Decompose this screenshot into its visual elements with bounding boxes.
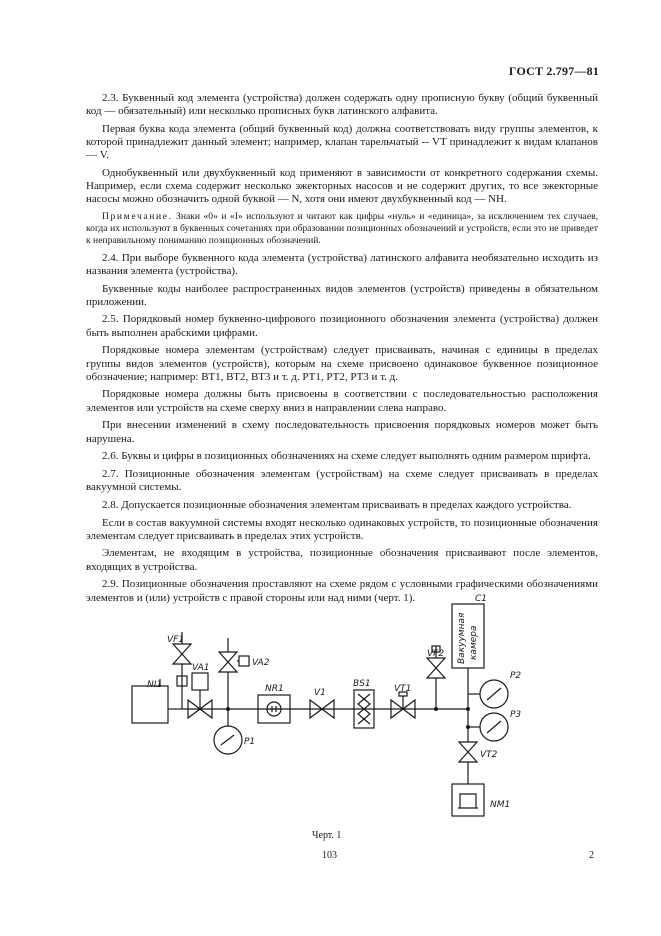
pump-ni1 [132, 686, 168, 723]
document-body [86, 92, 598, 609]
paragraph: Элементам, не входящим в устройства, позиционные обозначения присваивают после элементов, входящих в устройства. [86, 547, 598, 573]
va2-actuator [239, 656, 249, 666]
paragraph: Первая буква кода элемента (общий буквенный код) должна соответствовать виду группы элементов, к которой принадлежит данный элемент; например, клапан тарельчатый -- VT принадлежит к видам клапанов — V. [86, 122, 598, 162]
paragraph: 2.3. Буквенный код элемента (устройства) должен содержать одну прописную букву (общий буквенный код — обязательный) или несколько прописных букв латинского алфавита. [86, 92, 598, 118]
label-vt2: VT2 [480, 750, 498, 760]
junction [226, 707, 230, 711]
paragraph: 2.4. При выборе буквенного кода элемента (устройства) латинского алфавита необязательно исходить из названия элемента (устройства). [86, 251, 598, 277]
standard-header: ГОСТ 2.797—81 [508, 64, 599, 78]
label-p1: P1 [244, 737, 256, 747]
paragraph: Порядковые номера должны быть присвоены в соответствии с последовательностью расположения элементов или устройств на схеме сверху вниз в направлении слева направо. [86, 388, 598, 414]
note [86, 211, 598, 247]
sheet-number: 2 [589, 850, 594, 861]
label-nm1: NM1 [490, 800, 511, 810]
valve-vt2 [459, 742, 477, 762]
paragraph: 2.7. Позиционные обозначения элементам (устройствам) на схеме следует присваивать в пределах вакуумной системы. [86, 467, 598, 494]
page-number: 103 [322, 850, 337, 861]
paragraph: При внесении изменений в схему последовательность присвоения порядковых номеров может быть нарушена. [86, 419, 598, 445]
pump-nm1 [452, 784, 484, 816]
paragraph: 2.6. Буквы и цифры в позиционных обозначениях на схеме следует выполнять одним размером шрифта. [102, 450, 591, 463]
label-vf1: VF1 [167, 635, 185, 645]
label-vt1: VT1 [394, 684, 412, 694]
label-v1: V1 [314, 688, 326, 698]
label-nr1: NR1 [265, 684, 284, 694]
valve-vf2 [427, 658, 445, 678]
paragraph: Порядковые номера элементам (устройствам) следует присваивать, начиная с единицы в пределах группы видов элементов (устройств), которым на схеме присвоено одинаковое буквенное позиционное обозначение; например: ВТ1, ВТ2, ВТ3 и т. д. РТ1, РТ2, РТ3 и т. д. [86, 344, 598, 383]
label-c1: C1 [475, 594, 488, 604]
junction [466, 725, 470, 729]
label-bs1: BS1 [353, 679, 371, 689]
figure-caption: Черт. 1 [312, 830, 342, 841]
label-p3: P3 [510, 710, 522, 720]
valve-vf1 [173, 644, 191, 664]
junction [466, 707, 470, 711]
valve-va2 [219, 652, 237, 672]
vacuum-scheme-diagram [100, 594, 540, 830]
label-chamber-line1: Вакуумная [457, 612, 467, 664]
label-nl1: NI1 [147, 680, 163, 690]
label-vf2: VF2 [427, 649, 445, 659]
paragraph: 2.5. Порядковый номер буквенно-цифрового позиционного обозначения элемента (устройства) должен быть выполнен арабскими цифрами. [86, 313, 598, 339]
paragraph: 2.8. Допускается позиционные обозначения элементам присваивать в пределах каждого устройства. [102, 498, 572, 511]
va1-actuator [192, 673, 208, 690]
label-va2: VA2 [252, 658, 270, 668]
paragraph: Если в состав вакуумной системы входят несколько одинаковых устройств, то позиционные обозначения элементам следует присваивать в пределах этих устройств. [86, 516, 598, 542]
note-text: Знаки «0» и «I» используют и читают как цифры «нуль» и «единица», за исключением тех случаев, когда их используют в буквенных сочетаниях при образовании позиционных обозначений и устройств, если это не приведет к неправильному пониманию позиционных обозначений. [86, 211, 599, 247]
paragraph: Однобуквенный или двухбуквенный код применяют в зависимости от конкретного содержания схемы. Например, если схема содержит несколько эжекторных насосов и не содержит других, то все эжекторные насосы можно обозначить одной буквой — N, хотя они имеют двухбуквенный код — NH. [86, 167, 598, 206]
junction [434, 707, 438, 711]
label-chamber-line2: камера [469, 625, 479, 660]
label-p2: P2 [510, 671, 522, 681]
label-va1: VA1 [192, 663, 210, 673]
note-head: Примечание. [102, 211, 173, 223]
paragraph: Буквенные коды наиболее распространенных видов элементов (устройств) приведены в обязательном приложении. [86, 282, 598, 308]
paragraph: 2.9. Позиционные обозначения проставляют на схеме рядом с условными графическими обозначениями элементов и (или) устройств с правой стороны или над ними (черт. 1). [86, 578, 598, 604]
